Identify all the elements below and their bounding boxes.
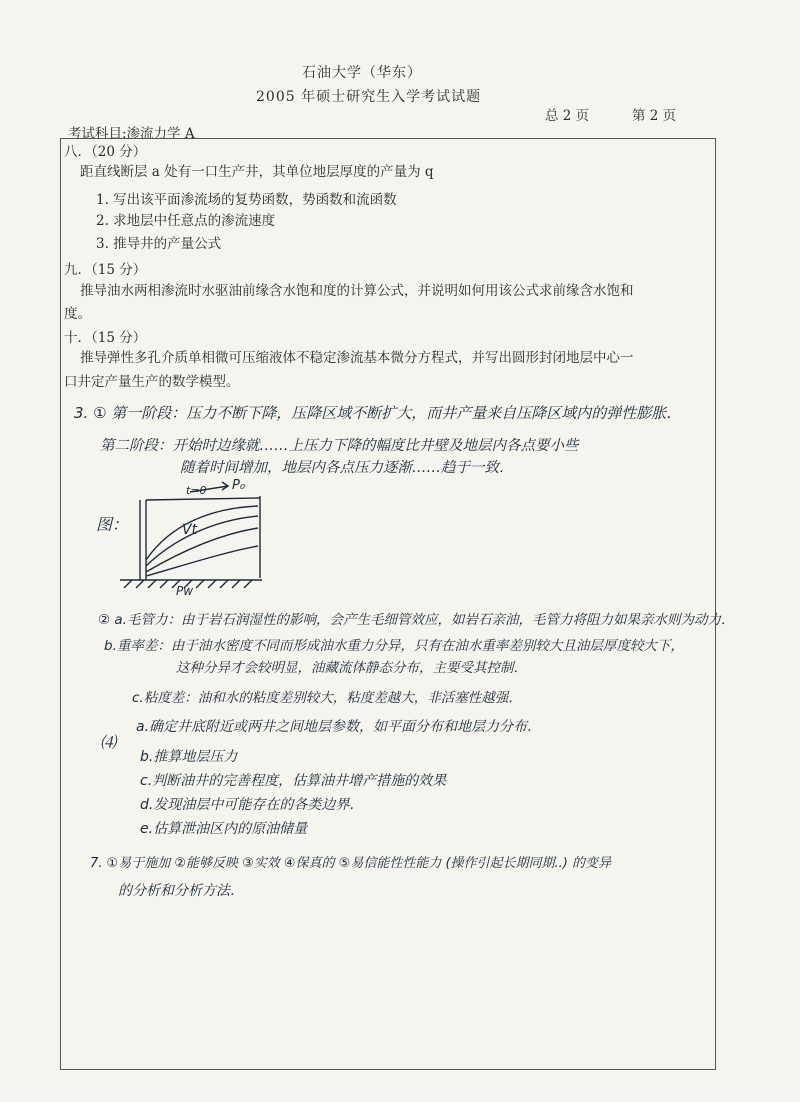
answer-2-b-cont: 这种分异才会较明显，油藏流体静态分布，主要受其控制． (176, 660, 527, 676)
q10-line-1: 推导弹性多孔介质单相微可压缩液体不稳定渗流基本微分方程式，并写出圆形封闭地层中心一 (80, 350, 634, 366)
figure-pw-label: Pw (176, 584, 194, 598)
answer-4-item-e: e.估算泄油区内的原油储量 (140, 821, 308, 837)
answer-4-item-d: d.发现油层中可能存在的各类边界． (140, 797, 364, 813)
q10-heading: 十．（15 分） (64, 330, 147, 346)
answer-4-item-c: c.判断油井的完善程度，估算油井增产措施的效果 (140, 773, 447, 789)
q9-line-2: 度。 (64, 306, 91, 322)
q8-item-2: 2. 求地层中任意点的渗流速度 (96, 213, 276, 229)
page-number: 第 2 页 (632, 108, 677, 124)
answer-3-line-3: 随着时间增加，地层内各点压力逐渐……趋于一致． (180, 460, 514, 476)
figure-t0-label: t=0 (186, 484, 207, 497)
exam-subject: 考试科目:渗流力学 A (68, 126, 195, 142)
answer-7-line-2: 的分析和分析方法． (118, 883, 244, 899)
q8-stem: 距直线断层 a 处有一口生产井，其单位地层厚度的产量为 q (80, 164, 434, 180)
answer-3-line-1: 3. ① 第一阶段：压力不断下降，压降区域不断扩大，而井产量来自压降区域内的弹性膨胀． (74, 404, 682, 422)
q8-item-1: 1. 写出该平面渗流场的复势函数，势函数和流函数 (96, 192, 397, 208)
answer-2-a: ② a.毛管力：由于岩石润湿性的影响，会产生毛细管效应，如岩石亲油，毛管力将阻力如果亲水则为动力． (98, 612, 735, 628)
figure-p0-label: P₀ (232, 478, 246, 493)
answer-2-c: c.粘度差：油和水的粘度差别较大，粘度差越大，非活塞性越强． (132, 690, 522, 706)
answer-4-item-b: b.推算地层压力 (140, 749, 238, 765)
answer-2-b: b.重率差：由于油水密度不同而形成油水重力分异，只有在油水重率差别较大且油层厚度较大下， (104, 638, 684, 654)
figure-label: 图： (96, 515, 129, 534)
answer-3-line-2: 第二阶段：开始时边缘就……上压力下降的幅度比井壁及地层内各点要小些 (100, 438, 579, 454)
answer-4-item-a: a.确定井底附近或两井之间地层参数，如平面分布和地层力分布． (136, 719, 542, 735)
q9-heading: 九．（15 分） (64, 262, 147, 278)
answer-7-line-1: 7. ①易于施加 ②能够反映 ③实效 ④保真的 ⑤易信能性性能力 (操作引起长期同期..) 的变异 (90, 856, 612, 871)
q8-heading: 八．（20 分） (64, 144, 147, 160)
exam-title: 2005 年硕士研究生入学考试试题 (256, 89, 482, 105)
answer-4-label: ⑷ (100, 733, 117, 752)
q10-line-2: 口井定产量生产的数学模型。 (64, 374, 240, 390)
q9-line-1: 推导油水两相渗流时水驱油前缘含水饱和度的计算公式，并说明如何用该公式求前缘含水饱和 (80, 283, 634, 299)
total-pages: 总 2 页 (545, 108, 590, 124)
q8-item-3: 3. 推导井的产量公式 (96, 236, 222, 252)
university-name: 石油大学（华东） (302, 65, 422, 81)
figure-vt-label: Vt (182, 522, 198, 538)
